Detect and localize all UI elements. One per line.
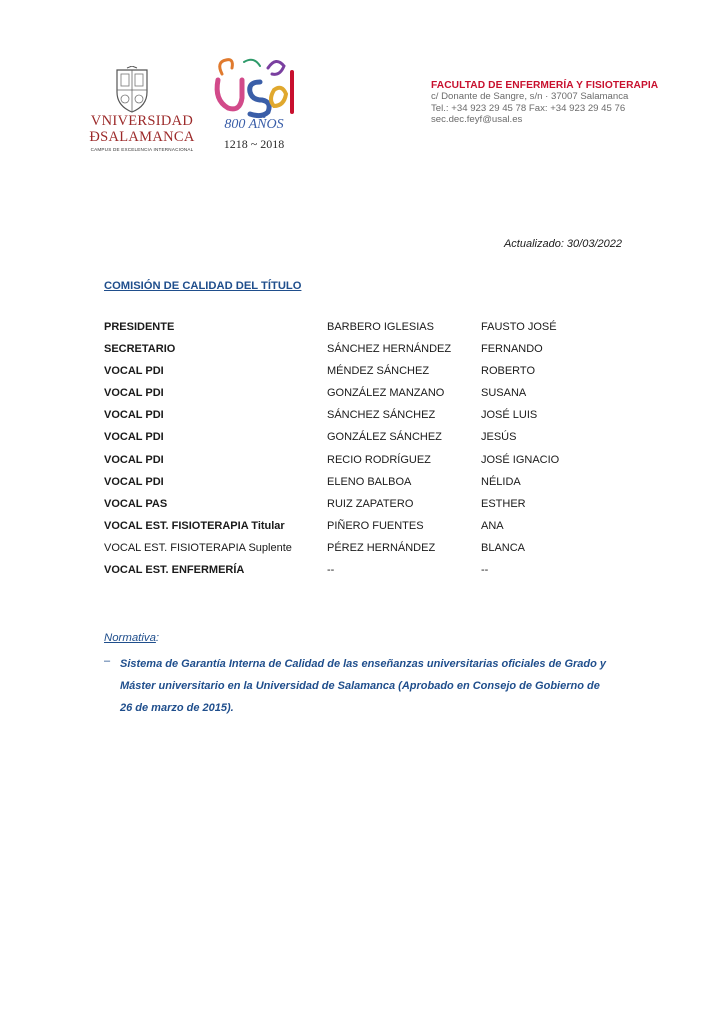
anniversary-dates: 1218 ~ 2018 [223,137,285,151]
member-row [104,365,584,387]
member-row [104,564,584,586]
normativa-text [120,653,630,720]
member-row [104,321,584,343]
member-role: VOCAL PDI [104,453,164,466]
member-firstname: NÉLIDA [481,475,521,488]
faculty-contact [431,80,691,126]
member-surname: PÉREZ HERNÁNDEZ [327,541,436,554]
university-name-line1: VNIVERSIDAD [90,113,194,129]
member-row [104,498,584,520]
member-firstname: -- [481,564,489,577]
member-surname: GONZÁLEZ SÁNCHEZ [327,431,442,444]
member-row [104,431,584,453]
member-firstname: JOSÉ IGNACIO [481,453,560,466]
member-surname: PIÑERO FUENTES [327,519,424,532]
anniversary-logo [210,56,300,156]
anniversary-years: 800 AÑOS [224,117,284,132]
usal-800-emblem-icon [210,56,300,120]
member-row [104,343,584,365]
faculty-address: c/ Donante de Sangre, s/n · 37007 Salamanca [431,91,629,102]
member-firstname: SUSANA [481,387,527,400]
normativa-colon: : [155,632,160,644]
member-surname: RECIO RODRÍGUEZ [327,453,431,466]
normativa-line: 26 de marzo de 2015). [120,702,234,715]
member-surname: ELENO BALBOA [327,475,412,488]
normativa-heading [104,632,159,644]
university-campus-tagline: CAMPUS DE EXCELENCIA INTERNACIONAL [90,147,194,152]
member-role: VOCAL EST. FISIOTERAPIA Suplente [104,541,292,554]
faculty-phones: Tel.: +34 923 29 45 78 Fax: +34 923 29 45 76 [431,102,626,114]
member-role: VOCAL PDI [104,409,164,422]
member-role: VOCAL PDI [104,475,164,488]
normativa-line: Máster universitario en la Universidad de Salamanca (Aprobado en Consejo de Gobierno de [120,680,600,693]
member-role: SECRETARIO [104,343,176,356]
section-title: COMISIÓN DE CALIDAD DEL TÍTULO [104,280,302,292]
updated-date: Actualizado: 30/03/2022 [503,238,622,250]
member-firstname: ANA [481,519,504,532]
member-surname: SÁNCHEZ HERNÁNDEZ [327,343,452,356]
member-row [104,454,584,476]
normativa-label: Normativa [104,632,156,644]
normativa-dash: – [104,655,111,667]
member-surname: SÁNCHEZ SÁNCHEZ [327,409,436,422]
member-role: VOCAL PDI [104,387,164,400]
faculty-name: FACULTAD DE ENFERMERÍA Y FISIOTERAPIA [431,80,659,91]
member-role: PRESIDENTE [104,321,175,333]
member-row [104,476,584,498]
member-role: VOCAL PDI [104,431,164,444]
member-surname: RUIZ ZAPATERO [327,497,414,510]
member-row [104,520,584,542]
committee-members-table [104,321,584,586]
member-firstname: FERNANDO [481,343,543,356]
university-logo [78,66,206,158]
member-row [104,409,584,431]
university-crest-icon [113,66,151,114]
member-surname: BARBERO IGLESIAS [327,321,434,333]
member-role: VOCAL PAS [104,497,168,510]
member-firstname: JESÚS [481,431,517,444]
university-name-line2: ÐSALAMANCA [89,129,195,145]
member-role: VOCAL EST. ENFERMERÍA [104,564,245,577]
member-role: VOCAL PDI [104,365,164,378]
member-firstname: ESTHER [481,497,526,510]
member-firstname: FAUSTO JOSÉ [481,321,557,333]
member-role: VOCAL EST. FISIOTERAPIA Titular [104,519,285,532]
member-firstname: JOSÉ LUIS [481,409,538,422]
member-row [104,387,584,409]
member-row [104,542,584,564]
member-surname: -- [327,564,335,577]
member-firstname: ROBERTO [481,365,535,378]
faculty-email: sec.dec.feyf@usal.es [431,114,523,125]
normativa-line: Sistema de Garantía Interna de Calidad de las enseñanzas universitarias oficiales de Grado y [120,658,607,670]
member-surname: GONZÁLEZ MANZANO [327,387,445,400]
member-firstname: BLANCA [481,541,526,554]
member-surname: MÉNDEZ SÁNCHEZ [327,365,430,378]
